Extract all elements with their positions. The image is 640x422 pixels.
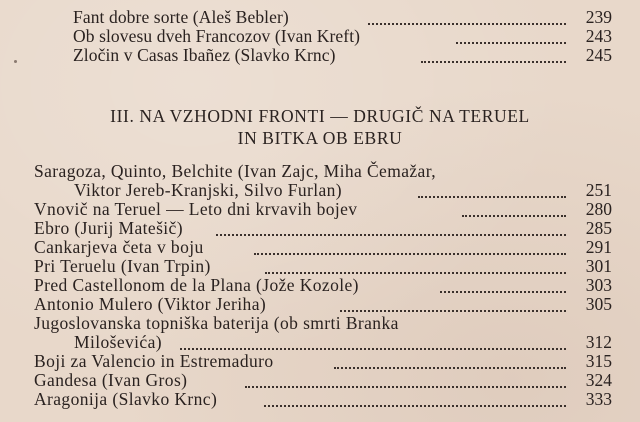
page-number: 305 xyxy=(585,294,612,314)
entry-title: Pred Castellonom de la Plana (Jože Kozole) xyxy=(34,275,359,295)
entry-title-continuation: Viktor Jereb-Kranjski, Silvo Furlan) xyxy=(74,180,343,200)
page-number: 315 xyxy=(585,351,612,371)
page-number: 243 xyxy=(585,26,612,46)
dot-leader xyxy=(440,291,566,293)
entry-title-continuation: Miloševića) xyxy=(74,332,162,352)
page-number: 280 xyxy=(585,199,612,219)
dot-leader xyxy=(216,234,566,236)
section-heading-line-1: III. NA VZHODNI FRONTI — DRUGIČ NA TERUEL xyxy=(110,106,530,126)
entry-title: Gandesa (Ivan Gros) xyxy=(34,370,188,390)
entry-title: Ebro (Jurij Matešič) xyxy=(34,218,183,238)
entry-title: Aragonija (Slavko Krnc) xyxy=(34,389,218,409)
page-number: 291 xyxy=(585,237,612,257)
entry-title: Ob slovesu dveh Francozov (Ivan Kreft) xyxy=(73,26,361,46)
page-number: 324 xyxy=(585,370,612,390)
page-number: 239 xyxy=(585,7,612,27)
entry-title: Boji za Valencio in Estremaduro xyxy=(34,351,274,371)
page-number: 301 xyxy=(585,256,612,276)
dot-leader xyxy=(334,367,566,369)
entry-title: Jugoslovanska topniška baterija (ob smrti Branka xyxy=(34,313,399,333)
dot-leader xyxy=(456,42,566,44)
dot-leader xyxy=(418,196,566,198)
section-heading-line-2: IN BITKA OB EBRU xyxy=(237,128,403,148)
entry-title: Antonio Mulero (Viktor Jeriha) xyxy=(34,294,267,314)
dot-leader xyxy=(180,348,566,350)
dot-leader xyxy=(264,405,566,407)
dot-leader xyxy=(340,310,566,312)
dot-leader xyxy=(245,386,566,388)
dot-leader xyxy=(462,215,566,217)
page-number: 285 xyxy=(585,218,612,238)
paper-speck xyxy=(14,60,17,63)
dot-leader xyxy=(368,23,566,25)
dot-leader xyxy=(254,253,566,255)
entry-title: Zločin v Casas Ibañez (Slavko Krnc) xyxy=(73,45,336,65)
entry-title: Vnovič na Teruel — Leto dni krvavih bojev xyxy=(34,199,358,219)
page-number: 312 xyxy=(585,332,612,352)
entry-title: Cankarjeva četa v boju xyxy=(34,237,204,257)
entry-title: Fant dobre sorte (Aleš Bebler) xyxy=(73,7,289,27)
page-number: 303 xyxy=(585,275,612,295)
page-number: 251 xyxy=(585,180,612,200)
entry-title: Pri Teruelu (Ivan Trpin) xyxy=(34,256,211,276)
page-number: 245 xyxy=(585,45,612,65)
dot-leader xyxy=(265,272,566,274)
entry-title: Saragoza, Quinto, Belchite (Ivan Zajc, Miha Čemažar, xyxy=(34,161,437,181)
page-number: 333 xyxy=(585,389,612,409)
dot-leader xyxy=(421,61,566,63)
